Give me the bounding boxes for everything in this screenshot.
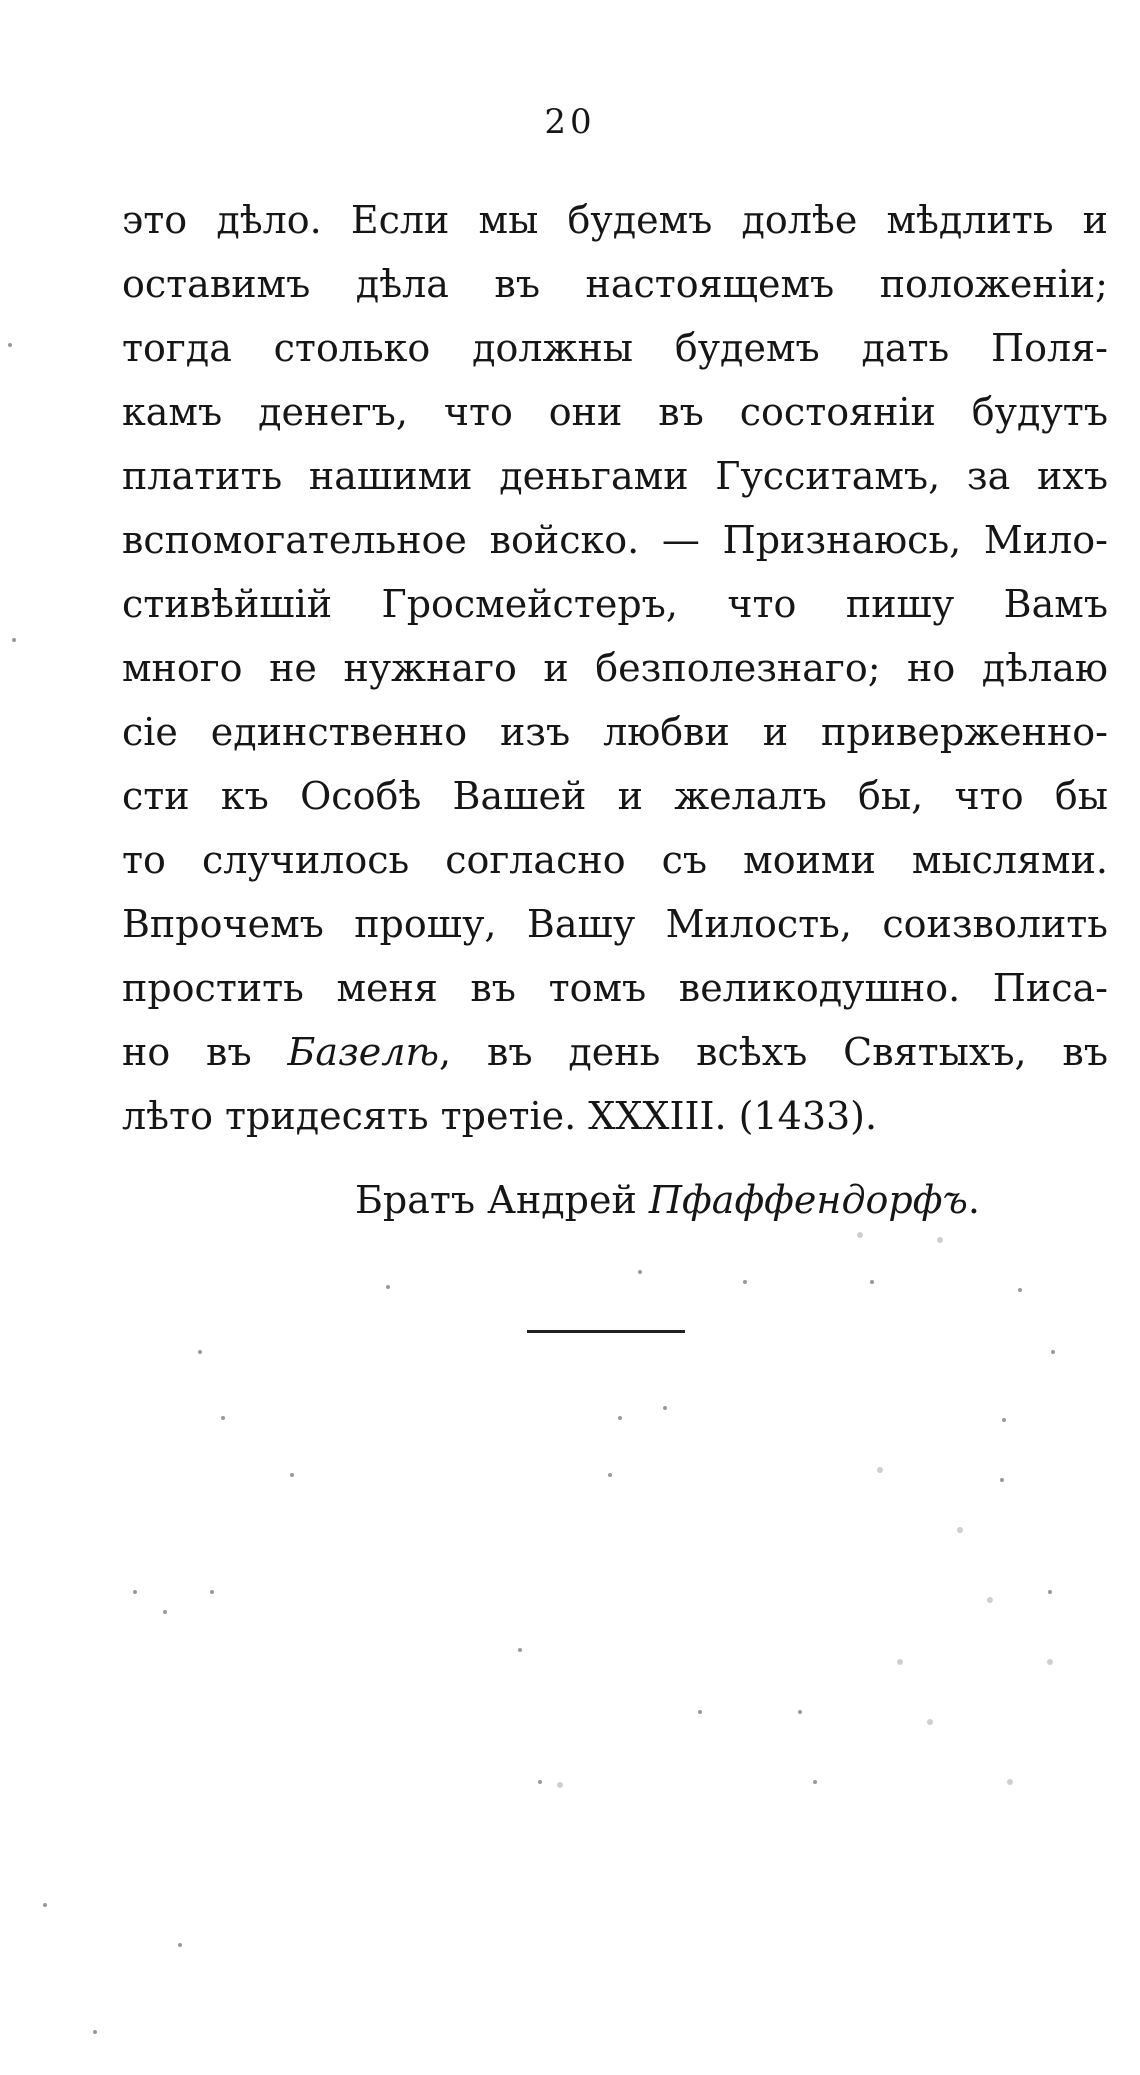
text-line: оставимъ дѣла въ настоящемъ положеніи; [122,262,1108,306]
page-number: 20 [544,102,596,142]
signature-name: Пфаффендорфъ [648,1178,968,1222]
text-line: сіе единственно изъ любви и приверженно- [122,710,1108,754]
text-line: платить нашими деньгами Гусситамъ, за ихъ [122,454,1108,498]
signature-suffix: . [967,1178,980,1222]
signature-prefix: Братъ Андрей [355,1178,649,1222]
text-line: Впрочемъ прошу, Вашу Милость, соизволить [122,902,1108,946]
text-segment: , въ день всѣхъ Святыхъ, въ [439,1030,1108,1074]
text-line: много не нужнаго и безполезнаго; но дѣлаю [122,646,1108,690]
text-line: лѣто тридесять третіе. XXXIII. (1433). [122,1094,878,1138]
text-line: то случилось согласно съ моими мыслями. [122,838,1108,882]
text-segment: но въ [122,1030,288,1074]
text-line: камъ денегъ, что они въ состояніи будутъ [122,390,1108,434]
text-line: стивѣйшій Гросмейстеръ, что пишу Вамъ [122,582,1108,626]
text-line: сти къ Особѣ Вашей и желалъ бы, что бы [122,774,1108,818]
text-line: простить меня въ томъ великодушно. Писа- [122,966,1108,1010]
text-line: это дѣло. Если мы будемъ долѣе мѣдлить и [122,198,1108,242]
place-name: Базелѣ [287,1030,440,1074]
text-line: вспомогательное войско. — Признаюсь, Мило- [122,518,1108,562]
text-line: тогда столько должны будемъ дать Поля- [122,326,1108,370]
